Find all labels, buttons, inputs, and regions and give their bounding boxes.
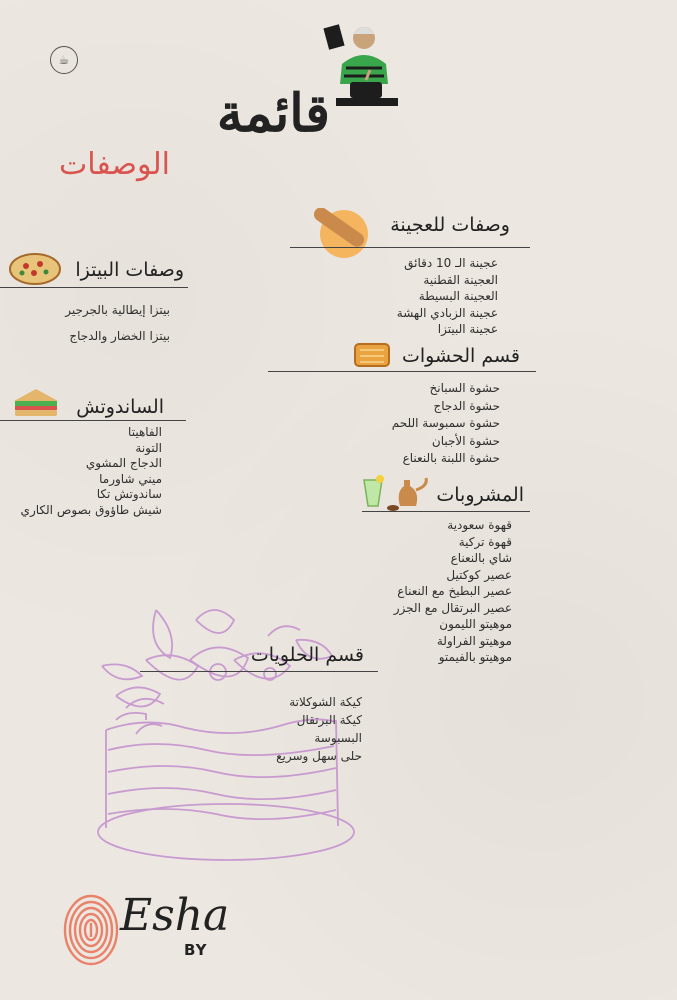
- logo-badge-icon: ☕: [50, 46, 78, 74]
- dough-list: [340, 255, 498, 338]
- section-title-fillings: قسم الحشوات: [402, 345, 520, 367]
- list-item: حشوة اللبنة بالنعناع: [402, 451, 500, 465]
- list-item: عصير كوكتيل: [446, 567, 512, 582]
- fillings-list: [372, 380, 500, 468]
- page-subtitle: الوصفات: [58, 147, 170, 182]
- list-item: الدجاج المشوي: [85, 456, 162, 470]
- desserts-list: [266, 693, 362, 765]
- list-item: موهيتو بالفيمتو: [438, 650, 512, 664]
- pizza-icon: [8, 252, 62, 286]
- divider: [268, 371, 536, 372]
- list-item: ساندوتش تكا: [96, 487, 162, 501]
- list-item: عصير البرتقال مع الجزر: [393, 600, 512, 615]
- list-item: الفاهيتا: [128, 425, 162, 439]
- list-item: بيتزا الخضار والدجاج: [69, 329, 170, 343]
- list-item: البسبوسة: [314, 731, 362, 745]
- divider: [290, 247, 530, 248]
- list-item: العجينة القطنية: [423, 272, 498, 287]
- list-item: عجينة الزبادي الهشة: [396, 305, 498, 320]
- list-item: حشوة السبانخ: [429, 381, 500, 395]
- list-item: عجينة الـ 10 دقائق: [404, 256, 498, 270]
- list-item: شيش طاؤوق بصوص الكاري: [20, 502, 162, 517]
- list-item: عجينة البيتزا: [437, 322, 498, 336]
- brand-name: Esha: [120, 890, 230, 941]
- sandwich-list: [10, 425, 162, 518]
- samosa-icon: [352, 340, 392, 370]
- list-item: حشوة سمبوسة اللحم: [391, 416, 500, 430]
- section-title-drinks: المشروبات: [436, 484, 524, 506]
- section-title-dough: وصفات للعجينة: [390, 214, 510, 236]
- fingerprint-icon: [62, 893, 120, 967]
- section-title-sandwich: الساندوتش: [76, 396, 164, 418]
- list-item: قهوة تركية: [458, 534, 512, 549]
- list-item: حشوة الدجاج: [433, 398, 500, 413]
- list-item: قهوة سعودية: [447, 518, 512, 532]
- brand-by: BY: [184, 941, 208, 959]
- divider: [0, 420, 186, 421]
- chef-illustration: [322, 20, 404, 112]
- list-item: كيكة الشوكلاتة: [289, 695, 362, 709]
- list-item: موهيتو الليمون: [439, 617, 512, 631]
- list-item: كيكة البرتقال: [296, 713, 362, 727]
- drinks-list: [370, 517, 512, 666]
- list-item: ميني شاورما: [99, 471, 162, 486]
- list-item: شاي بالنعناع: [450, 551, 512, 565]
- list-item: حشوة الأجبان: [431, 433, 500, 448]
- list-item: التونة: [135, 440, 162, 455]
- pizza-list: [30, 297, 170, 349]
- sandwich-icon: [12, 387, 60, 419]
- list-item: بيتزا إيطالية بالجرجير: [65, 303, 170, 317]
- page-title: قائمة: [216, 83, 330, 144]
- list-item: موهيتو الفراولة: [436, 633, 512, 648]
- divider: [362, 511, 530, 512]
- divider: [140, 671, 378, 672]
- section-title-pizza: وصفات البيتزا: [75, 259, 184, 281]
- list-item: العجينة البسيطة: [418, 289, 498, 303]
- section-title-desserts: قسم الحلويات: [250, 644, 364, 666]
- list-item: حلى سهل وسريع: [276, 749, 362, 763]
- list-item: عصير البطيخ مع النعناع: [397, 584, 512, 598]
- divider: [0, 287, 188, 288]
